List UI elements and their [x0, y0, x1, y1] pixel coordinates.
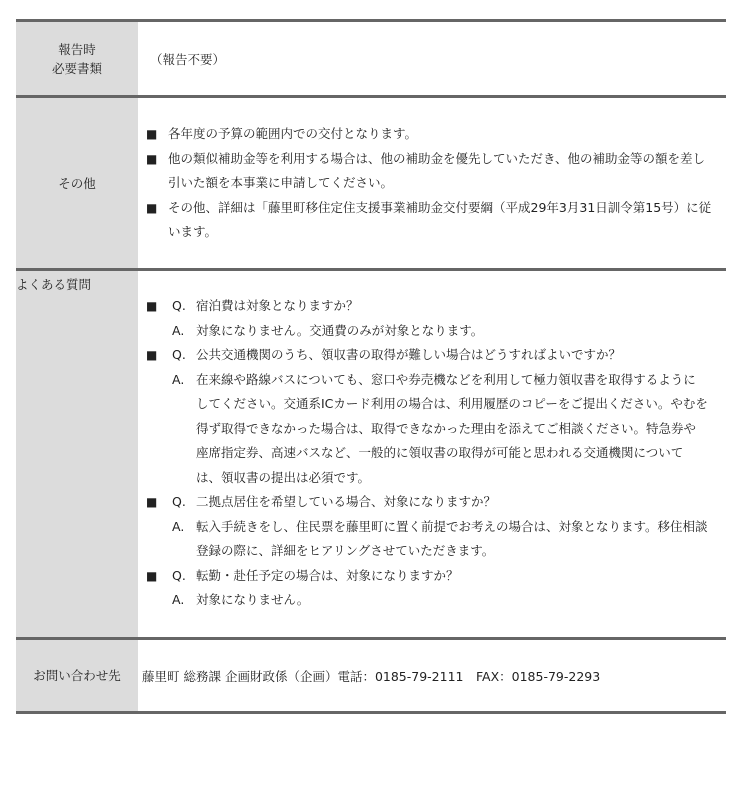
- bullet-marker: ■: [146, 299, 158, 313]
- report-label-line1: 報告時: [58, 41, 96, 57]
- answer-tag: A.: [172, 371, 185, 387]
- other-item-text: 各年度の予算の範囲内での交付となります。: [168, 126, 418, 141]
- question-text: 二拠点居住を希望している場合、対象になりますか？: [196, 494, 497, 509]
- faq-answer: [146, 515, 708, 564]
- question-text: 公共交通機関のうち、領収書の取得が難しい場合はどうすればよいですか？: [196, 347, 622, 362]
- other-item: [146, 122, 712, 147]
- faq-question: [146, 343, 708, 368]
- answer-tag: A.: [172, 322, 185, 338]
- other-item: [146, 147, 712, 196]
- report-label-line2: 必要書類: [51, 60, 102, 76]
- row-faq: [16, 268, 726, 637]
- question-tag: Q.: [172, 567, 186, 583]
- answer-tag: A.: [172, 592, 185, 607]
- bullet-marker: ■: [146, 151, 158, 166]
- other-list: [138, 98, 726, 268]
- answer-text: 対象になりません。: [196, 592, 310, 607]
- row-other: [16, 95, 726, 268]
- question-text: 宿泊費は対象となりますか？: [196, 298, 359, 313]
- other-label: その他: [16, 98, 138, 268]
- question-text: 転勤・赴任予定の場合は、対象になりますか？: [196, 567, 459, 583]
- faq-answer: [146, 368, 708, 491]
- answer-text: 転入手続きをし、住民票を藤里町に置く前提でお考えの場合は、対象となります。移住相談登録の際に、詳細をヒアリングさせていただきます。: [196, 518, 708, 558]
- answer-text: 対象になりません。交通費のみが対象となります。: [196, 322, 484, 338]
- faq-question: [146, 564, 708, 589]
- contact-value: 藤里町 総務課 企画財政係（企画）電話：0185-79-2111 FAX：0185-79-2293: [142, 668, 601, 684]
- contact-label: お問い合わせ先: [16, 640, 138, 711]
- faq-list: [138, 271, 726, 637]
- answer-text: 在来線や路線バスについても、窓口や券売機などを利用して極力領収書を取得するようにしてください。交通系ICカード利用の場合は、利用履歴のコピーをご提出ください。やむを得ず取得できなかった場合は、取得できなかった理由を添えてご相談ください。特急券や座席指定券、高速バスなど、一般的に領収書の取得が可能と思われる交通機関については、領収書の提出は必須です。: [196, 371, 708, 485]
- faq-question: [146, 294, 708, 319]
- question-tag: Q.: [172, 347, 186, 362]
- row-contact: [16, 637, 726, 714]
- bullet-marker: ■: [146, 348, 158, 362]
- report-documents-label: [16, 22, 138, 95]
- answer-tag: A.: [172, 518, 185, 534]
- question-tag: Q.: [172, 494, 186, 509]
- question-tag: Q.: [172, 298, 186, 313]
- faq-answer: [146, 319, 708, 344]
- report-documents-value-cell: [138, 22, 726, 95]
- bullet-marker: ■: [146, 495, 158, 509]
- faq-answer: [146, 588, 708, 613]
- contact-value-cell: [138, 640, 726, 711]
- bullet-marker: ■: [146, 200, 158, 215]
- other-item-text: 他の類似補助金等を利用する場合は、他の補助金を優先していただき、他の補助金等の額を差し引いた額を本事業に申請してください。: [168, 150, 706, 190]
- other-item-text: その他、詳細は「藤里町移住定住支援事業補助金交付要綱（平成29年3月31日訓令第15号）に従います。: [168, 199, 712, 239]
- bullet-marker: ■: [146, 568, 158, 583]
- row-report-documents: [16, 19, 726, 95]
- bullet-marker: ■: [146, 127, 158, 141]
- other-item: [146, 196, 712, 245]
- faq-question: [146, 490, 708, 515]
- faq-label: よくある質問: [16, 271, 138, 637]
- report-documents-value: （報告不要）: [150, 51, 226, 67]
- info-table: [16, 19, 726, 714]
